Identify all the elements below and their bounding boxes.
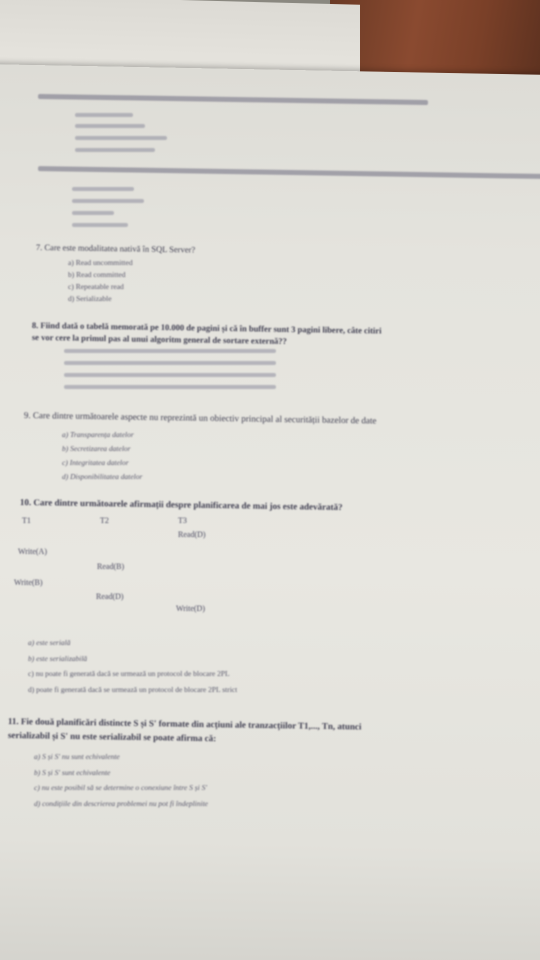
question-7-option-a: a) Read uncommitted [68,258,133,267]
question-11-option-b: b) S și S' sunt echivalente [34,768,111,777]
schedule-op-1: Read(D) [178,530,206,539]
schedule-op-6: Write(D) [176,604,205,613]
schedule-op-4: Write(B) [14,578,43,587]
question-11-option-d: d) condițiile din descrierea problemei nu pot fi îndeplinite [34,799,208,808]
question-9-text: 9. Care dintre următoarele aspecte nu reprezintă un obiectiv principal al securității bazelor de date [23,410,377,426]
question-9-option-a: a) Transparența datelor [62,430,134,439]
question-10-option-c: c) nu poate fi generată dacă se urmează un protocol de blocare 2PL [28,669,230,678]
question-9-option-c: c) Integritatea datelor [62,458,129,467]
question-7-option-d: d) Serializable [68,294,112,303]
question-7-option-b: b) Read committed [68,270,126,279]
schedule-header-t3: T3 [178,516,187,525]
question-11-line-2: serializabil și S' nu este serializabil se poate afirma că: [7,730,217,744]
question-8-line-1: 8. Fiind dată o tabelă memorată pe 10.000 de pagini și că în buffer sunt 3 pagini libere, câte citiri [31,320,382,336]
question-9-option-b: b) Secretizarea datelor [62,444,131,453]
question-10-option-d: d) poate fi generată dacă se urmează un protocol de blocare 2PL strict [28,685,238,694]
question-10-option-a: a) este serială [28,638,71,647]
question-7-option-c: c) Repeatable read [68,282,124,291]
question-7-text: 7. Care este modalitatea nativă în SQL Server? [35,242,196,255]
schedule-header-t2: T2 [100,516,109,525]
question-11-line-1: 11. Fie două planificări distincte S și S' formate din acțiuni ale tranzacțiilor T1,..., Tn, atunci [7,716,362,732]
question-10-option-b: b) este serializabilă [28,654,88,663]
question-9-option-d: d) Disponibilitatea datelor [62,472,143,481]
schedule-header-t1: T1 [22,516,31,525]
question-11-option-a: a) S și S' nu sunt echivalente [34,752,120,761]
schedule-op-2: Write(A) [18,547,47,556]
question-10-text: 10. Care dintre următoarele afirmații despre planificarea de mai jos este adevărată? [19,497,343,513]
question-8-line-2: se vor cere la primul pas al unui algoritm general de sortare externă?? [31,332,287,347]
schedule-op-5: Read(D) [96,592,124,601]
question-11-option-c: c) nu este posibil să se determine o conexiune între S și S' [34,783,207,792]
schedule-op-3: Read(B) [97,562,125,571]
